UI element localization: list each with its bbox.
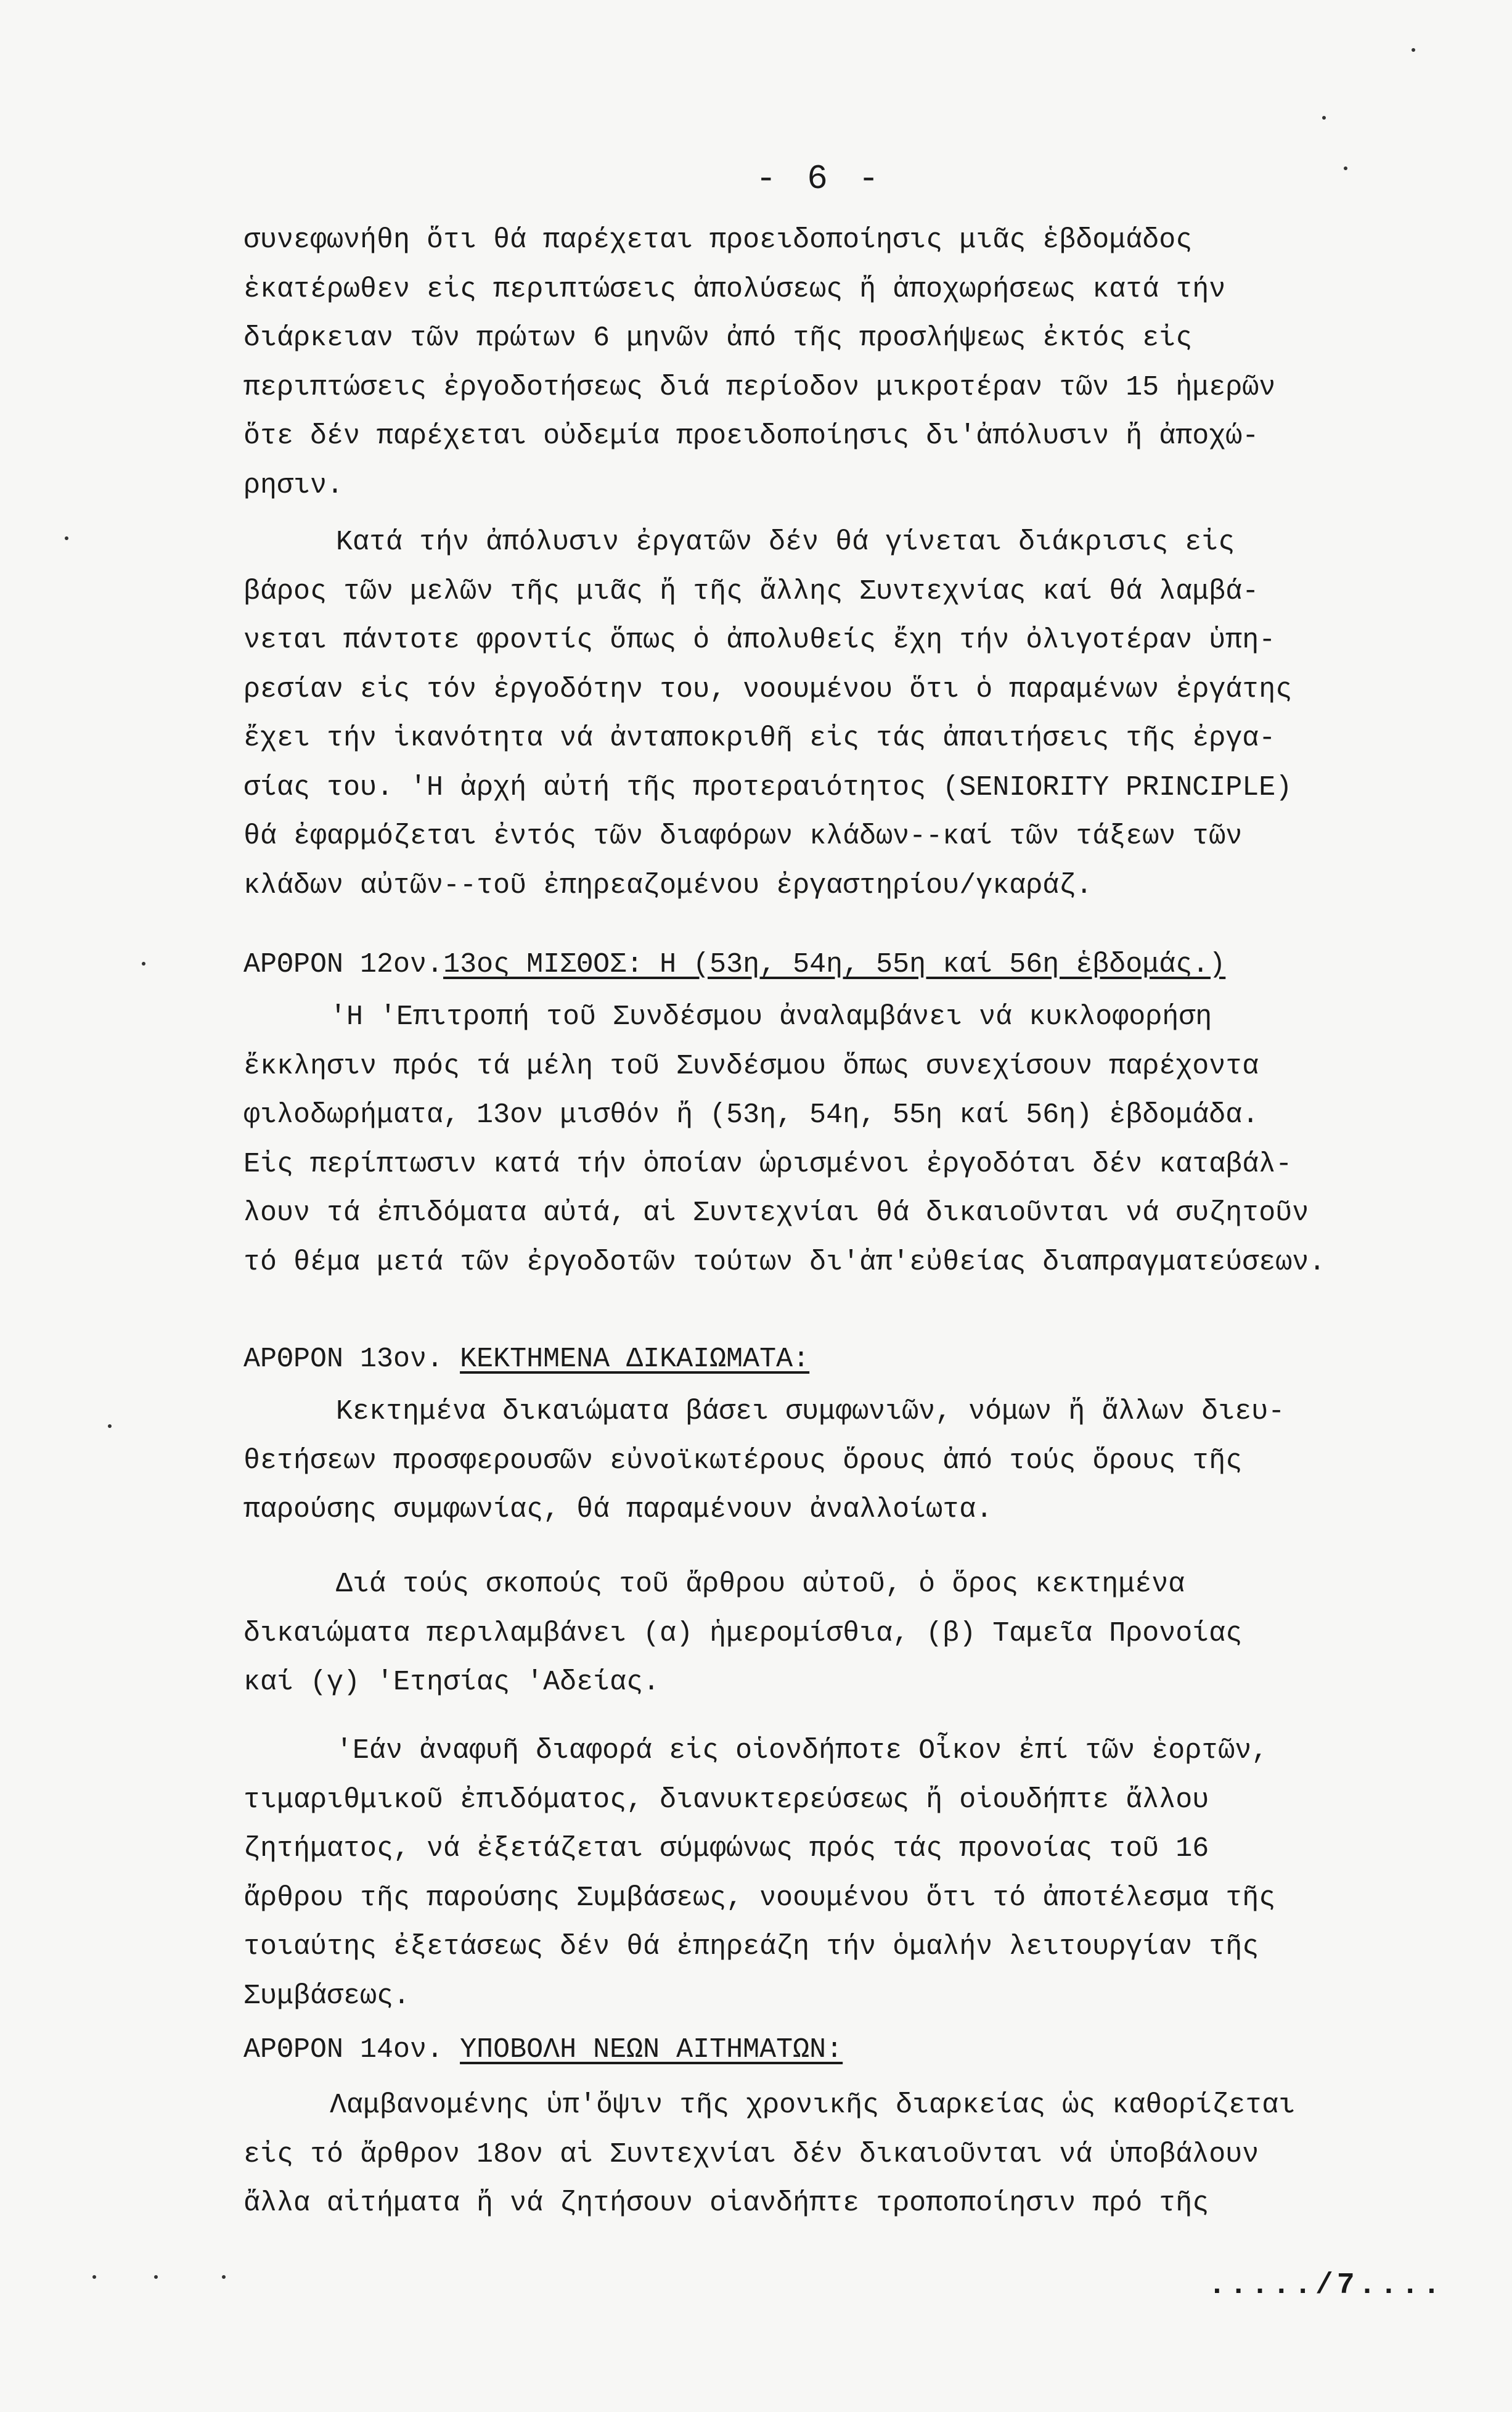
article-label: ΑΡΘΡΟΝ 14ον. [243, 2034, 444, 2065]
scan-speck [1344, 166, 1347, 170]
article-13-heading [243, 1335, 1433, 1384]
text-line: καί (γ) 'Ετησίας 'Αδείας. [243, 1667, 660, 1698]
text-line: εἰς τό ἄρθρον 18ον αἱ Συντεχνίαι δέν δικαιοῦνται νά ὑποβάλουν [243, 2138, 1259, 2170]
continuation-marker: ...../7.... [1208, 2269, 1444, 2302]
scan-speck [1412, 48, 1415, 52]
text-line: περιπτώσεις ἐργοδοτήσεως διά περίοδον μικροτέραν τῶν 15 ἡμερῶν [243, 371, 1276, 403]
text-line: νεται πάντοτε φροντίς ὅπως ὁ ἀπολυθείς ἔχη τήν ὀλιγοτέραν ὑπη- [243, 625, 1276, 656]
text-line: Διά τούς σκοπούς τοῦ ἄρθρου αὐτοῦ, ὁ ὅρος κεκτημένα [336, 1569, 1185, 1600]
scan-speck [142, 962, 145, 966]
text-line: λουν τά ἐπιδόματα αὐτά, αἱ Συντεχνίαι θά δικαιοῦνται νά συζητοῦν [243, 1197, 1309, 1229]
text-line: βάρος τῶν μελῶν τῆς μιᾶς ἤ τῆς ἄλλης Συντεχνίας καί θά λαμβά- [243, 575, 1259, 607]
text-line: 'Η 'Επιτροπή τοῦ Συνδέσμου ἀναλαμβάνει νά κυκλοφορήση [330, 1001, 1212, 1033]
article-12-heading [243, 940, 1433, 990]
text-line: τιμαριθμικοῦ ἐπιδόματος, διανυκτερεύσεως ἤ οἱουδήπτε ἄλλου [243, 1784, 1209, 1816]
text-line: τό θέμα μετά τῶν ἐργοδοτῶν τούτων δι'ἀπ'εὐθείας διαπραγματεύσεων. [243, 1246, 1326, 1278]
text-line: Εἰς περίπτωσιν κατά τήν ὁποίαν ὡρισμένοι ἐργοδόται δέν καταβάλ- [243, 1148, 1293, 1180]
text-line: σίας του. 'Η ἀρχή αὐτή τῆς προτεραιότητος (SENIORITY PRINCIPLE) [243, 771, 1293, 803]
paragraph-13th-salary [243, 993, 1433, 1287]
paragraph-definition [243, 1560, 1433, 1707]
text-line: θετήσεων προσφερουσῶν εὐνοϊκωτέρους ὅρους ἀπό τούς ὅρους τῆς [243, 1445, 1243, 1477]
text-line: ἄρθρου τῆς παρούσης Συμβάσεως, νοουμένου ὅτι τό ἀποτέλεσμα τῆς [243, 1882, 1276, 1914]
text-line: Κατά τήν ἀπόλυσιν ἐργατῶν δέν θά γίνεται διάκρισις εἰς [336, 527, 1235, 558]
text-line: Συμβάσεως. [243, 1980, 411, 2012]
paragraph-disputes [243, 1726, 1433, 2020]
paragraph-new-demands [243, 2081, 1433, 2228]
scan-speck [154, 2275, 158, 2279]
text-line: ρησιν. [243, 469, 344, 501]
text-line: κλάδων αὐτῶν--τοῦ ἐπηρεαζομένου ἐργαστηρίου/γκαράζ. [243, 869, 1093, 901]
text-line: Κεκτημένα δικαιώματα βάσει συμφωνιῶν, νόμων ἤ ἄλλων διευ- [336, 1396, 1285, 1427]
text-line: Λαμβανομένης ὑπ'ὄψιν τῆς χρονικῆς διαρκείας ὡς καθορίζεται [330, 2090, 1296, 2121]
text-line: ἑκατέρωθεν εἰς περιπτώσεις ἀπολύσεως ἤ ἀποχωρήσεως κατά τήν [243, 273, 1226, 305]
text-line: ὅτε δέν παρέχεται οὐδεμία προειδοποίησις δι'ἀπόλυσιν ἤ ἀποχώ- [243, 420, 1259, 452]
text-line: ζητήματος, νά ἐξετάζεται σύμφώνως πρός τάς προνοίας τοῦ 16 [243, 1833, 1209, 1864]
text-line: φιλοδωρήματα, 13ον μισθόν ἤ (53η, 54η, 55η καί 56η) ἑβδομάδα. [243, 1099, 1259, 1131]
article-title: ΚΕΚΤΗΜΕΝΑ ΔΙΚΑΙΩΜΑΤΑ: [460, 1343, 810, 1375]
text-line: δικαιώματα περιλαμβάνει (α) ἡμερομίσθια, (β) Ταμεῖα Προνοίας [243, 1617, 1243, 1649]
article-title: 13ος ΜΙΣΘΟΣ: Η (53η, 54η, 55η καί 56η ἑβδομάς.) [443, 949, 1226, 980]
text-line: ρεσίαν εἰς τόν ἐργοδότην του, νοουμένου ὅτι ὁ παραμένων ἐργάτης [243, 673, 1293, 705]
paragraph-notice-period [243, 216, 1433, 510]
scan-speck [92, 2275, 96, 2279]
scan-speck [222, 2275, 226, 2279]
text-line: συνεφωνήθη ὅτι θά παρέχεται προειδοποίησις μιᾶς ἑβδομάδος [243, 224, 1193, 256]
scan-speck [65, 536, 68, 540]
paragraph-acquired-rights [243, 1387, 1433, 1535]
text-line: διάρκειαν τῶν πρώτων 6 μηνῶν ἀπό τῆς προσλήψεως ἐκτός εἰς [243, 322, 1193, 354]
text-line: 'Εάν ἀναφυῆ διαφορά εἰς οἱονδήποτε Οἶκον ἐπί τῶν ἑορτῶν, [336, 1735, 1269, 1766]
text-line: ἔχει τήν ἱκανότητα νά ἀνταποκριθῆ εἰς τάς ἀπαιτήσεις τῆς ἐργα- [243, 723, 1276, 754]
text-line: θά ἐφαρμόζεται ἐντός τῶν διαφόρων κλάδων--καί τῶν τάξεων τῶν [243, 821, 1243, 852]
text-line: ἄλλα αἰτήματα ἤ νά ζητήσουν οἱανδήπτε τροποποίησιν πρό τῆς [243, 2188, 1209, 2219]
article-label: ΑΡΘΡΟΝ 12ον. [243, 949, 444, 980]
page-number: - 6 - [755, 159, 885, 199]
scan-speck [108, 1424, 112, 1428]
paragraph-seniority [243, 518, 1433, 910]
article-title: ΥΠΟΒΟΛΗ ΝΕΩΝ ΑΙΤΗΜΑΤΩΝ: [460, 2034, 843, 2065]
scan-speck [1322, 116, 1326, 120]
text-line: παρούσης συμφωνίας, θά παραμένουν ἀναλλοίωτα. [243, 1494, 993, 1525]
text-line: ἔκκλησιν πρός τά μέλη τοῦ Συνδέσμου ὅπως συνεχίσουν παρέχοντα [243, 1050, 1259, 1082]
article-14-heading [243, 2025, 1433, 2075]
text-line: τοιαύτης ἐξετάσεως δέν θά ἐπηρεάζη τήν ὁμαλήν λειτουργίαν τῆς [243, 1931, 1259, 1963]
article-label: ΑΡΘΡΟΝ 13ον. [243, 1343, 444, 1375]
